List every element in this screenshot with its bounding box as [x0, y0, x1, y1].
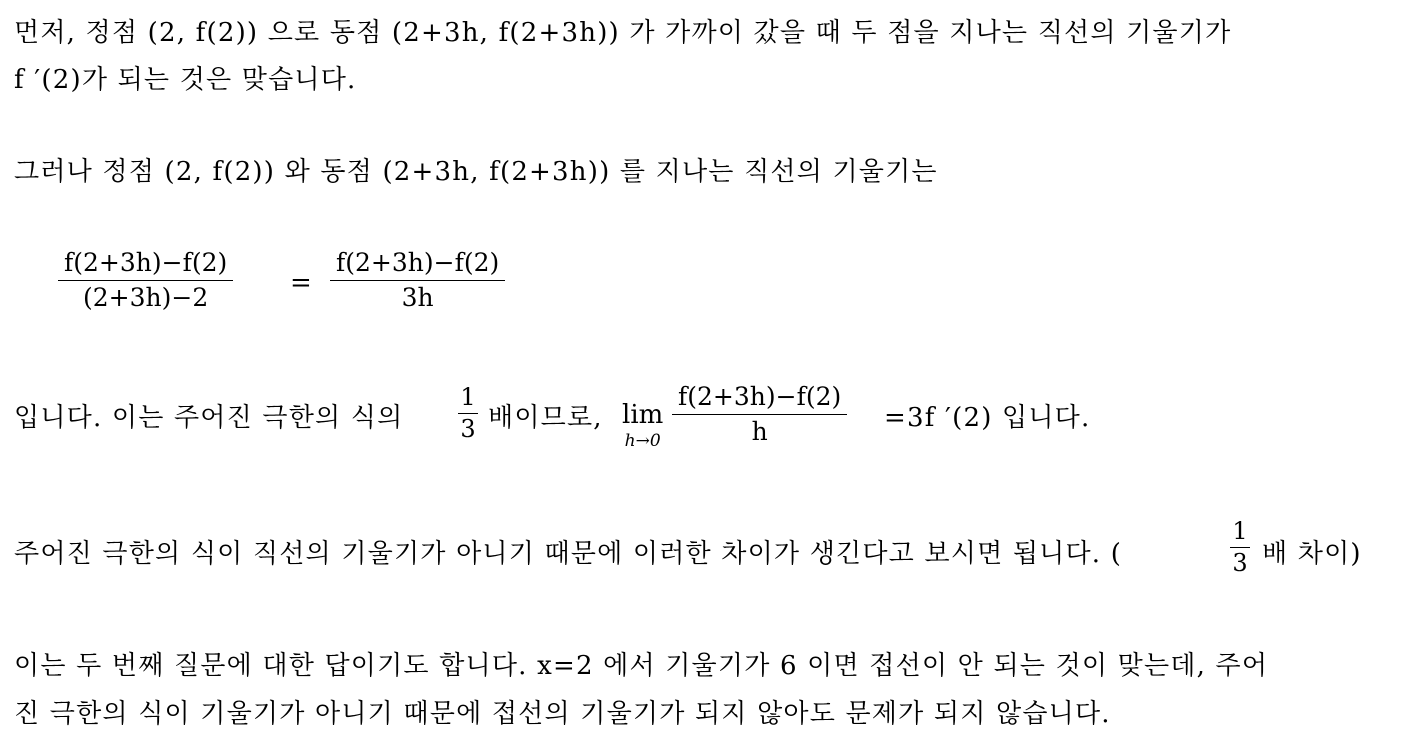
limit-fraction: [672, 382, 847, 447]
para1-line2: f ′(2)가 되는 것은 맞습니다.: [14, 65, 357, 95]
fraction-bar: [1230, 547, 1250, 548]
lhs-fraction-bar: [58, 280, 233, 281]
para3-mid: 배이므로,: [488, 403, 603, 433]
fraction-numerator: 1: [1232, 517, 1248, 545]
limit-fraction-bar: [672, 414, 847, 415]
para5-line1: 이는 두 번째 질문에 대한 답이기도 합니다. x=2 에서 기울기가 6 이면 접선이 안 되는 것이 맞는데, 주어: [14, 651, 1269, 681]
para3-prefix: 입니다. 이는 주어진 극한의 식의: [14, 403, 404, 433]
fraction-bar: [458, 413, 478, 414]
limit-denominator: h: [751, 417, 768, 446]
para4-suffix: 배 차이): [1262, 539, 1362, 569]
para2-line1: 그러나 정점 (2, f(2)) 와 동점 (2+3h, f(2+3h)) 를 지나는 직선의 기울기는: [14, 157, 938, 187]
one-third-fraction-2: [1230, 518, 1250, 577]
para5-line2: 진 극한의 식이 기울기가 아니기 때문에 접선의 기울기가 되지 않아도 문제가 되지 않습니다.: [14, 699, 1111, 729]
fraction-denominator: 3: [1232, 549, 1248, 577]
limit-label: lim: [622, 400, 664, 430]
lhs-denominator: (2+3h)−2: [83, 283, 209, 312]
para3-result: =3f ′(2) 입니다.: [884, 403, 1091, 433]
para1-line1: 먼저, 정점 (2, f(2)) 으로 동점 (2+3h, f(2+3h)) 가 가까이 갔을 때 두 점을 지나는 직선의 기울기가: [14, 18, 1232, 48]
rhs-numerator: f(2+3h)−f(2): [336, 248, 500, 277]
limit-numerator: f(2+3h)−f(2): [678, 382, 842, 411]
rhs-fraction-bar: [330, 280, 505, 281]
para4-text: 주어진 극한의 식이 직선의 기울기가 아니기 때문에 이러한 차이가 생긴다고 보시면 됩니다. (: [14, 539, 1123, 569]
equals-sign: =: [290, 268, 312, 298]
lhs-fraction: [58, 248, 233, 313]
rhs-fraction: [330, 248, 505, 313]
lhs-numerator: f(2+3h)−f(2): [64, 248, 228, 277]
fraction-denominator: 3: [460, 415, 476, 443]
limit-subscript: h→0: [624, 431, 661, 451]
limit-operator: [622, 400, 663, 450]
rhs-denominator: 3h: [401, 283, 434, 312]
one-third-fraction-1: [458, 384, 478, 443]
fraction-numerator: 1: [460, 383, 476, 411]
